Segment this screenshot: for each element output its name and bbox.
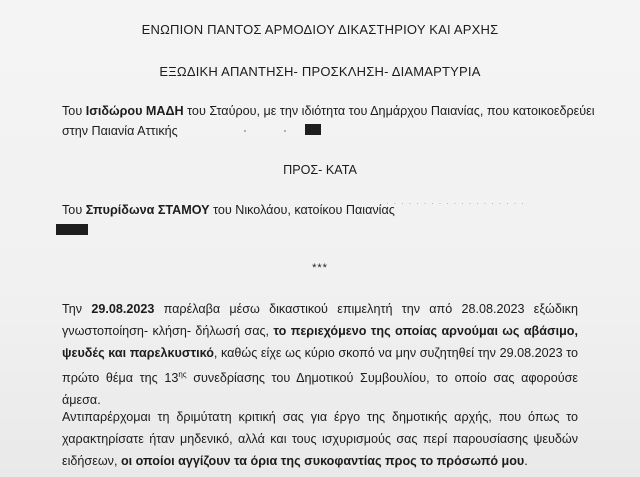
paragraph1-line3: [62, 342, 578, 364]
document-title: ΕΞΩΔΙΚΗ ΑΠΑΝΤΗΣΗ- ΠΡΟΣΚΛΗΣΗ- ΔΙΑΜΑΡΤΥΡΙΑ: [159, 64, 481, 79]
paragraph2-line2: χαρακτηρίσατε ήταν μηδενικό, αλλά και τους ισχυρισμούς σας περί παρουσίασης ψευδών: [62, 432, 578, 446]
paragraph1-line4: [62, 364, 578, 411]
sender-prefix: Του: [62, 104, 86, 118]
p1-l2-bold: το περιεχόμενο της οποίας αρνούμαι ως αβάσιμο,: [273, 324, 578, 338]
p1-l4-b: συνεδρίασης του Δημοτικού Συμβουλίου, το οποίο σας αφορούσε άμεσα.: [62, 371, 578, 407]
recipient-prefix: Του: [62, 203, 86, 217]
recipient-name: Σπυρίδωνα ΣΤΑΜΟΥ: [85, 203, 210, 217]
p1-l4-a: πρώτο θέμα της 13: [62, 371, 179, 385]
p1-l3-bold: ψευδές και παρελκυστικό: [62, 346, 214, 360]
recipient-details: του Νικολάου, κατοίκου Παιανίας: [209, 203, 395, 217]
p2-l3-b: .: [524, 454, 528, 468]
redaction-speck: [244, 130, 246, 132]
p1-l1-b: παρέλαβα μέσω δικαστικού επιμελητή την από 28.08.2023 εξώδικη: [154, 302, 578, 316]
redaction-block: [305, 124, 321, 135]
p1-l4-sup: ης: [178, 370, 187, 379]
sender-details: του Σταύρου, με την ιδιότητα του Δημάρχου Παιανίας, που κατοικοεδρεύει: [183, 104, 595, 118]
sender-address: στην Παιανία Αττικής: [62, 124, 178, 138]
paragraph2-line1: Αντιπαρέρχομαι τη δριμύτατη κριτική σας για έργο της δημοτικής αρχής, που όπως το: [62, 410, 578, 424]
redaction-speck: [284, 130, 286, 132]
sender-name: Ισιδώρου ΜΑΔΗ: [85, 104, 184, 118]
recipient-line: [62, 203, 395, 218]
document-heading: ΕΝΩΠΙΟΝ ΠΑΝΤΟΣ ΑΡΜΟΔΙΟΥ ΔΙΚΑΣΤΗΡΙΟΥ ΚΑΙ ΑΡΧΗΣ: [141, 22, 499, 37]
pros-kata-heading: ΠΡΟΣ- ΚΑΤΑ: [283, 163, 357, 177]
p1-l1-a: Την: [62, 302, 92, 316]
p2-l3-a: ειδήσεων,: [62, 454, 121, 468]
sender-line: [62, 104, 595, 119]
paragraph1-line1: [62, 298, 578, 320]
redaction-block: [56, 224, 88, 235]
paragraph2-line3: [62, 450, 578, 472]
p1-date: 29.08.2023: [91, 302, 155, 316]
p1-l3-b: , καθώς είχε ως κύριο σκοπό να μην συζητηθεί την 29.08.2023 το: [213, 346, 578, 360]
redacted-faint-text: · · · · · · · · · · · · · · · · · · ·: [386, 198, 525, 208]
separator: ***: [312, 262, 328, 274]
p2-l3-bold: οι οποίοι αγγίζουν τα όρια της συκοφαντίας προς το πρόσωπό μου: [120, 454, 525, 468]
p1-l2-a: γνωστοποίηση- κλήση- δήλωσή σας,: [62, 324, 274, 338]
paragraph1-line2: [62, 320, 578, 342]
